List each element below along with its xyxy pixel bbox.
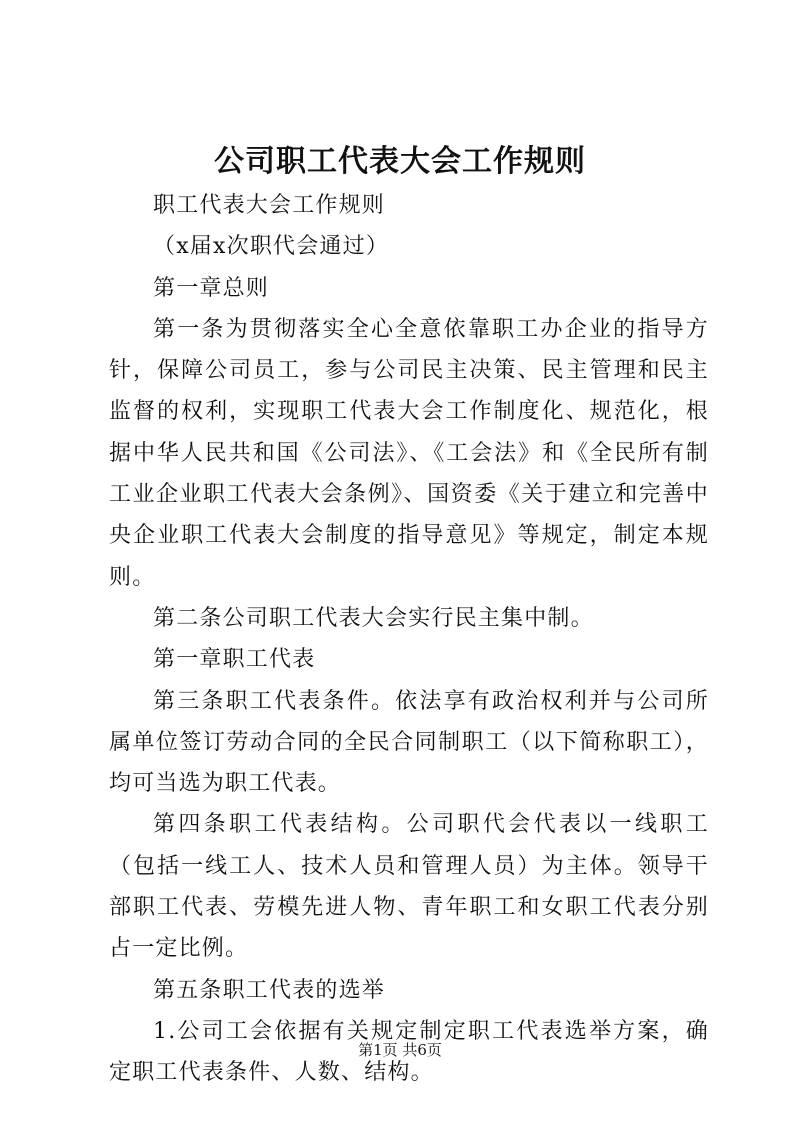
- paragraph-adoption-note: （x届x次职代会通过）: [153, 234, 390, 260]
- article-3: 第三条职工代表条件。依法享有政治权利并与公司所属单位签订劳动合同的全民合同制职工（以下简称职工），均可当选为职工代表。: [109, 688, 709, 797]
- paragraph-subtitle: 职工代表大会工作规则: [153, 193, 386, 218]
- chapter-heading-representatives: 第一章职工代表: [153, 647, 316, 673]
- article-1: 第一条为贯彻落实全心全意依靠职工办企业的指导方针，保障公司员工，参与公司民主决策、民主管理和民主监督的权利，实现职工代表大会工作制度化、规范化，根据中华人民共和国《公司法》、《工会法》和《全民所有制工业企业职工代表大会条例》、国资委《关于建立和完善中央企业职工代表大会制度的指导意见》等规定，制定本规则。: [109, 316, 709, 590]
- chapter-heading-general: 第一章总则: [153, 275, 270, 301]
- article-5-heading: 第五条职工代表的选举: [153, 977, 386, 1003]
- document-body: [109, 185, 709, 1094]
- article-4: 第四条职工代表结构。公司职代会代表以一线职工（包括一线工人、技术人员和管理人员）为主体。领导干部职工代表、劳模先进人物、青年职工和女职工代表分别占一定比例。: [109, 812, 709, 962]
- document-title: 公司职工代表大会工作规则: [214, 144, 586, 179]
- article-2: 第二条公司职工代表大会实行民主集中制。: [153, 605, 594, 631]
- article-5-item-1: 1.公司工会依据有关规定制定职工代表选举方案，确定职工代表条件、人数、结构。: [109, 1018, 709, 1086]
- page-footer: 第1页 共6页: [358, 1041, 442, 1059]
